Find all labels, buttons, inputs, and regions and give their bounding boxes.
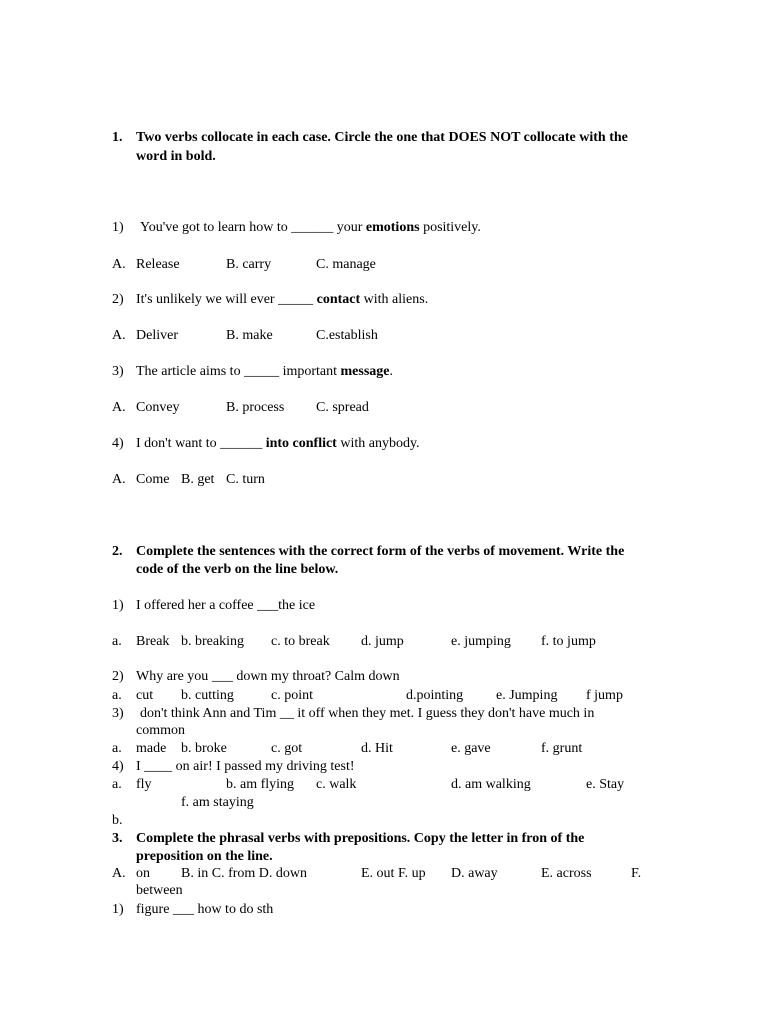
item-sentence: The article aims to _____ important message. (136, 364, 394, 379)
answer-blank[interactable]: ___ (257, 598, 279, 613)
answer-blank[interactable]: __ (279, 706, 294, 721)
option[interactable]: C. manage (316, 257, 376, 272)
option[interactable]: f jump (586, 688, 623, 703)
item-number: 2) (112, 292, 124, 307)
option-letter: A. (112, 400, 126, 415)
option[interactable]: on (136, 866, 150, 881)
item-number: 1) (112, 902, 124, 917)
stray-option-letter: b. (112, 813, 123, 828)
option[interactable]: fly (136, 777, 152, 792)
option[interactable]: b. breaking (181, 634, 244, 649)
option[interactable]: e. jumping (451, 634, 511, 649)
option[interactable]: B. get (181, 472, 215, 487)
option[interactable]: E. across (541, 866, 592, 881)
option-letter: A. (112, 472, 126, 487)
item-number: 4) (112, 436, 124, 451)
option[interactable]: d. jump (361, 634, 404, 649)
question-2-number: 2. (112, 544, 123, 559)
option[interactable]: d. am walking (451, 777, 531, 792)
item-number: 3) (112, 364, 124, 379)
answer-blank[interactable]: _____ (244, 364, 280, 379)
item-number: 4) (112, 759, 124, 774)
option[interactable]: Break (136, 634, 170, 649)
item-sentence: You've got to learn how to ______ your emotions positively. (140, 220, 481, 235)
option[interactable]: B. process (226, 400, 285, 415)
option[interactable]: e. Stay (586, 777, 625, 792)
option[interactable]: C.establish (316, 328, 378, 343)
option[interactable]: b. cutting (181, 688, 234, 703)
option[interactable]: c. point (271, 688, 313, 703)
option[interactable]: f. to jump (541, 634, 596, 649)
item-sentence: I offered her a coffee ___the ice (136, 598, 316, 613)
option[interactable]: Convey (136, 400, 180, 415)
question-3-title-line-2: preposition on the line. (136, 849, 273, 864)
option[interactable]: C. turn (226, 472, 265, 487)
option[interactable]: d.pointing (406, 688, 464, 703)
answer-blank[interactable]: ___ (172, 902, 194, 917)
option-letter: A. (112, 866, 126, 881)
option[interactable]: cut (136, 688, 154, 703)
option[interactable]: c. walk (316, 777, 357, 792)
answer-blank[interactable]: ___ (211, 669, 233, 684)
option[interactable]: B. carry (226, 257, 272, 272)
item-sentence: don't think Ann and Tim __ it off when they met. I guess they don't have much in (140, 706, 595, 721)
option-letter: A. (112, 328, 126, 343)
item-number: 3) (112, 706, 124, 721)
item-number: 1) (112, 598, 124, 613)
option[interactable]: e. gave (451, 741, 491, 756)
option[interactable]: e. Jumping (496, 688, 558, 703)
item-sentence-continuation: common (136, 723, 185, 738)
option[interactable]: c. to break (271, 634, 330, 649)
bold-keyword: into conflict (265, 436, 337, 451)
item-number: 2) (112, 669, 124, 684)
option[interactable]: b. am flying (226, 777, 295, 792)
option[interactable]: B. in C. from D. down (181, 866, 307, 881)
answer-blank[interactable]: _____ (278, 292, 314, 307)
answer-blank[interactable]: ____ (144, 759, 173, 774)
option[interactable]: f. am staying (181, 795, 254, 810)
question-1-number: 1. (112, 130, 123, 145)
option[interactable]: Deliver (136, 328, 178, 343)
question-2-title-line-1: Complete the sentences with the correct form of the verbs of movement. Write the (136, 544, 625, 559)
question-3-number: 3. (112, 831, 123, 846)
option-letter: A. (112, 257, 126, 272)
option[interactable]: between (136, 883, 183, 898)
bold-keyword: contact (316, 292, 361, 307)
question-3-title-line-1: Complete the phrasal verbs with prepositions. Copy the letter in fron of the (136, 831, 585, 846)
question-1-title-line-2: word in bold. (136, 149, 216, 164)
item-sentence: I ____ on air! I passed my driving test! (136, 759, 355, 774)
option-letter: a. (112, 777, 122, 792)
answer-blank[interactable]: ______ (220, 436, 263, 451)
option[interactable]: D. away (451, 866, 498, 881)
option-letter: a. (112, 741, 122, 756)
question-2-title-line-2: code of the verb on the line below. (136, 562, 339, 577)
option[interactable]: c. got (271, 741, 303, 756)
item-sentence: figure ___ how to do sth (136, 902, 274, 917)
option[interactable]: E. out F. up (361, 866, 426, 881)
option[interactable]: d. Hit (361, 741, 393, 756)
bold-keyword: emotions (365, 220, 420, 235)
item-sentence: I don't want to ______ into conflict with anybody. (136, 436, 420, 451)
option[interactable]: Come (136, 472, 170, 487)
option[interactable]: Release (136, 257, 180, 272)
answer-blank[interactable]: ______ (291, 220, 334, 235)
item-sentence: It's unlikely we will ever _____ contact with aliens. (136, 292, 429, 307)
option[interactable]: C. spread (316, 400, 369, 415)
question-1-title-line-1: Two verbs collocate in each case. Circle the one that DOES NOT collocate with the (136, 130, 628, 145)
option[interactable]: B. make (226, 328, 273, 343)
option-letter: a. (112, 688, 122, 703)
option[interactable]: made (136, 741, 167, 756)
bold-keyword: message (340, 364, 390, 379)
option[interactable]: b. broke (181, 741, 227, 756)
option[interactable]: f. grunt (541, 741, 583, 756)
option-letter: a. (112, 634, 122, 649)
option[interactable]: F. (631, 866, 642, 881)
item-sentence: Why are you ___ down my throat? Calm down (136, 669, 400, 684)
item-number: 1) (112, 220, 124, 235)
